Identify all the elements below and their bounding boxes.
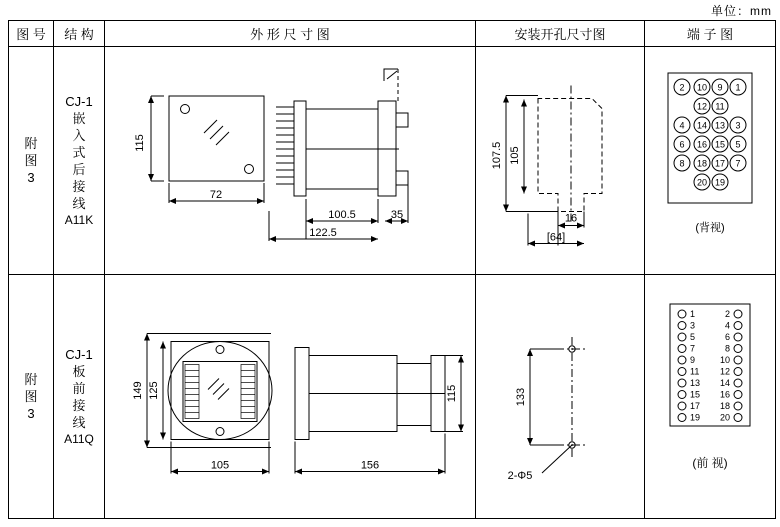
header-mounting-cutout: 安装开孔尺寸图	[476, 21, 645, 47]
terminal-18-circle	[734, 402, 742, 410]
dim-156: 156	[360, 459, 380, 471]
dim-35: 35	[390, 208, 404, 221]
row2-model: CJ-1	[65, 346, 93, 362]
terminal-5-label: 5	[735, 138, 741, 149]
dim-16: 16	[564, 212, 578, 224]
terminal-11-label: 11	[690, 366, 700, 377]
header-fig-no: 图 号	[9, 21, 54, 47]
terminal-10-circle	[734, 356, 742, 364]
row2-struct-char-2: 前	[72, 380, 86, 396]
terminal-4-label: 4	[724, 320, 730, 331]
terminal-2-label: 2	[679, 81, 685, 92]
row1-struct-char-2: 入	[72, 127, 86, 143]
terminal-10-label: 10	[696, 81, 708, 92]
row2-fig-no-char-1: 附	[24, 372, 38, 387]
row1-struct-char-5: 接	[72, 178, 86, 194]
row1-outline-drawing	[105, 47, 476, 275]
terminal-20-label: 20	[696, 176, 708, 187]
terminal-13-label: 13	[690, 377, 701, 388]
terminal-12-circle	[734, 367, 742, 375]
terminal-1-circle	[678, 310, 686, 318]
dim-105-front: 105	[210, 459, 230, 471]
row1-model: CJ-1	[65, 93, 93, 109]
terminal-9-label: 9	[717, 81, 723, 92]
row2-structure	[54, 275, 105, 519]
dim-105: 105	[509, 145, 521, 165]
terminal-7-label: 7	[690, 343, 696, 354]
row2-struct-code: A11Q	[64, 431, 94, 446]
row1-structure	[54, 47, 105, 275]
dim-149: 149	[132, 380, 144, 400]
terminal-14-label: 14	[696, 119, 708, 130]
terminal-5-circle	[678, 333, 686, 341]
terminal-19-circle	[678, 413, 686, 421]
terminal-13-label: 13	[714, 119, 726, 130]
row1-fig-no-char-3: 3	[27, 170, 35, 185]
terminal-9-label: 9	[690, 354, 696, 365]
terminal-3-label: 3	[690, 320, 696, 331]
dim-125: 125	[148, 380, 160, 400]
terminal-20-circle	[734, 413, 742, 421]
unit-label: 单位：mm	[711, 4, 772, 18]
terminal-17-label: 17	[714, 157, 726, 168]
row2-fig-no-char-2: 图	[24, 389, 38, 404]
terminal-13-circle	[678, 379, 686, 387]
row2-struct-char-1: 板	[72, 363, 86, 379]
terminal-4-circle	[734, 321, 742, 329]
terminal-19-label: 19	[690, 412, 701, 423]
hole-note-2-phi5: 2-Φ5	[507, 469, 533, 482]
terminal-15-label: 15	[690, 389, 701, 400]
row1-mounting-cutout	[476, 47, 645, 275]
terminal-11-label: 11	[715, 100, 725, 111]
row2-terminal-diagram	[645, 275, 776, 519]
terminal-8-label: 8	[679, 157, 685, 168]
terminal-2-circle	[734, 310, 742, 318]
dim-72: 72	[209, 188, 223, 201]
terminal-17-circle	[678, 402, 686, 410]
terminal-19-label: 19	[714, 176, 726, 187]
terminal-6-circle	[734, 333, 742, 341]
terminal-6-label: 6	[724, 331, 730, 342]
terminal-16-label: 16	[719, 389, 730, 400]
dim-107-5: 107.5	[491, 141, 503, 169]
terminal-11-circle	[678, 367, 686, 375]
row2-fig-no-char-3: 3	[27, 406, 35, 421]
terminal-8-circle	[734, 344, 742, 352]
table-row	[9, 47, 776, 275]
dim-115: 115	[134, 133, 146, 152]
row1-struct-char-3: 式	[72, 144, 86, 160]
row1-struct-char-4: 后	[72, 161, 86, 177]
row1-fig-no-char-2: 图	[24, 153, 38, 168]
row2-terminal-view-note: (前 视)	[692, 455, 728, 470]
row1-terminal-diagram	[645, 47, 776, 275]
terminal-7-circle	[678, 344, 686, 352]
dimension-table	[8, 20, 776, 519]
terminal-1-label: 1	[690, 308, 696, 319]
terminal-5-label: 5	[690, 331, 696, 342]
table-row	[9, 275, 776, 519]
row2-fig-no	[9, 275, 54, 519]
terminal-16-label: 16	[696, 138, 708, 149]
terminal-20-label: 20	[719, 412, 730, 423]
dim-133: 133	[515, 387, 527, 406]
terminal-10-label: 10	[719, 354, 730, 365]
terminal-3-circle	[678, 321, 686, 329]
row2-struct-char-4: 线	[72, 414, 86, 430]
terminal-14-circle	[734, 379, 742, 387]
terminal-1-label: 1	[735, 81, 741, 92]
terminal-17-label: 17	[690, 400, 701, 411]
terminal-18-label: 18	[719, 400, 730, 411]
dim-115-side: 115	[446, 384, 458, 402]
table-header-row	[9, 21, 776, 47]
terminal-6-label: 6	[679, 138, 685, 149]
row1-fig-no-char-1: 附	[24, 136, 38, 151]
row2-outline-drawing	[105, 275, 476, 519]
row1-struct-char-6: 线	[72, 195, 86, 211]
terminal-12-label: 12	[696, 100, 708, 111]
row1-struct-code: A11K	[64, 212, 94, 227]
row1-struct-char-1: 嵌	[72, 110, 86, 126]
terminal-7-label: 7	[735, 157, 741, 168]
terminal-16-circle	[734, 390, 742, 398]
row1-fig-no	[9, 47, 54, 275]
terminal-18-label: 18	[696, 157, 708, 168]
dim-64: [64]	[546, 231, 566, 243]
header-terminal-diagram: 端 子 图	[645, 21, 776, 47]
terminal-15-circle	[678, 390, 686, 398]
dim-122-5: 122.5	[309, 226, 337, 239]
terminal-4-label: 4	[679, 119, 685, 130]
dim-100-5: 100.5	[328, 208, 356, 221]
header-outline-drawing: 外 形 尺 寸 图	[105, 21, 476, 47]
terminal-3-label: 3	[735, 119, 741, 130]
row2-mounting-cutout	[476, 275, 645, 519]
terminal-12-label: 12	[719, 366, 730, 377]
terminal-9-circle	[678, 356, 686, 364]
terminal-2-label: 2	[724, 308, 730, 319]
terminal-15-label: 15	[714, 138, 726, 149]
terminal-8-label: 8	[724, 343, 730, 354]
row2-struct-char-3: 接	[72, 397, 86, 413]
row1-terminal-view-note: (背视)	[695, 221, 725, 234]
header-structure: 结 构	[54, 21, 105, 47]
terminal-14-label: 14	[719, 377, 730, 388]
